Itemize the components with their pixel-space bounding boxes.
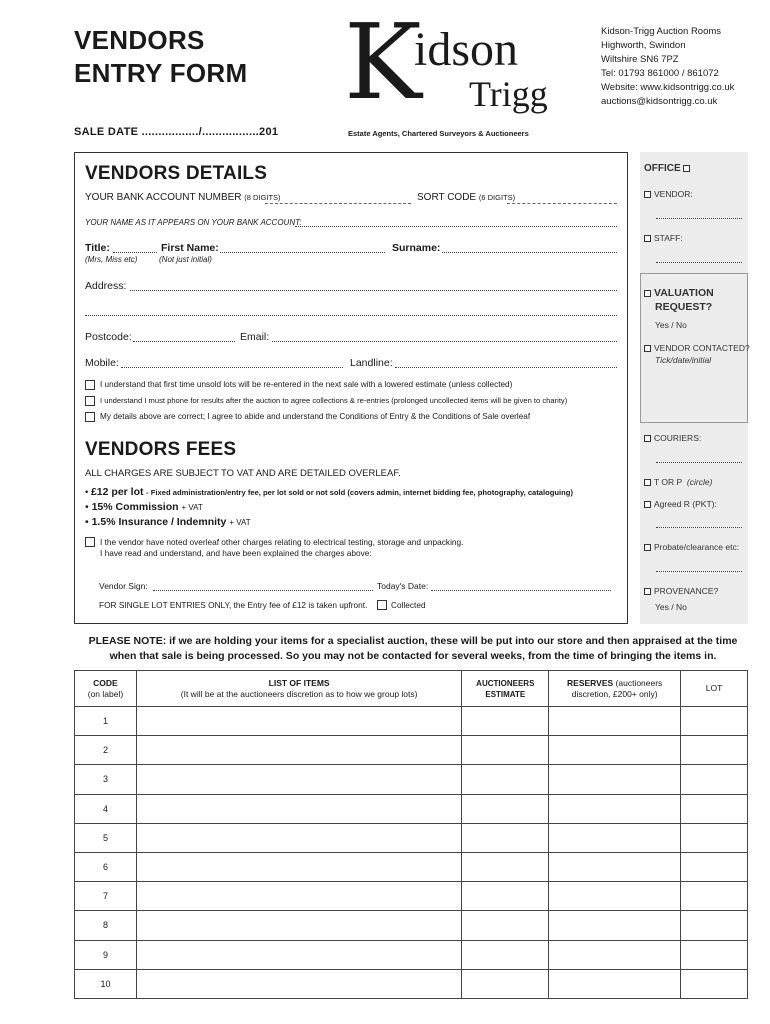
vendors-fees-heading: VENDORS FEES	[85, 439, 237, 460]
table-row	[75, 765, 748, 794]
logo-k: K	[344, 1, 422, 123]
row-reserve-cell[interactable]	[549, 882, 681, 911]
title-label: Title:	[85, 242, 110, 254]
row-item-cell[interactable]	[136, 852, 461, 881]
please-note: PLEASE NOTE: if we are holding your items for a specialist auction, these will be put into our store and then appraised at the time when that sale is being processed. So you may not be contacted for several weeks, from the time of bringing the items in.	[88, 635, 738, 662]
row-lot-cell[interactable]	[681, 736, 748, 765]
row-estimate-cell[interactable]	[462, 736, 549, 765]
logo-trigg: Trigg	[469, 74, 548, 114]
vendor-checkbox[interactable]	[644, 191, 651, 198]
bank-account-input[interactable]	[265, 203, 411, 204]
row-reserve-cell[interactable]	[549, 940, 681, 969]
row-reserve-cell[interactable]	[549, 707, 681, 736]
collected-label: Collected	[391, 600, 426, 610]
form-title: VENDORS ENTRY FORM	[74, 25, 248, 88]
row-lot-cell[interactable]	[681, 969, 748, 998]
table-row	[75, 969, 748, 998]
header-code: CODE (on label)	[75, 671, 137, 707]
tick-date-initial: Tick/date/initial	[655, 355, 712, 365]
postcode-input[interactable]	[133, 341, 235, 342]
vendor-contacted-checkbox[interactable]	[644, 345, 651, 352]
row-reserve-cell[interactable]	[549, 736, 681, 765]
check-label-correct: My details above are correct; I agree to abide and understand the Conditions of Entry & the Conditions of Sale overleaf	[100, 412, 531, 421]
checkbox-phone-results[interactable]	[85, 396, 95, 406]
row-lot-cell[interactable]	[681, 707, 748, 736]
row-item-cell[interactable]	[136, 765, 461, 794]
row-code: 1	[75, 707, 137, 736]
table-row	[75, 707, 748, 736]
surname-input[interactable]	[442, 252, 617, 253]
kidson-trigg-logo	[344, 1, 559, 126]
row-item-cell[interactable]	[136, 940, 461, 969]
row-estimate-cell[interactable]	[462, 882, 549, 911]
table-row	[75, 911, 748, 940]
row-item-cell[interactable]	[136, 736, 461, 765]
header-reserves: RESERVES (auctioneers discretion, £200+ only)	[549, 671, 681, 707]
valuation-request: VALUATION REQUEST?	[644, 286, 714, 314]
vendor-contacted: VENDOR CONTACTED?	[644, 343, 750, 353]
landline-label: Landline:	[350, 357, 393, 369]
landline-input[interactable]	[395, 367, 617, 368]
office-vendor: VENDOR:	[644, 189, 693, 199]
header-lot: LOT	[681, 671, 748, 707]
row-code: 3	[75, 765, 137, 794]
surname-label: Surname:	[392, 242, 441, 254]
row-estimate-cell[interactable]	[462, 940, 549, 969]
row-reserve-cell[interactable]	[549, 823, 681, 852]
row-reserve-cell[interactable]	[549, 852, 681, 881]
couriers-checkbox[interactable]	[644, 435, 651, 442]
postcode-label: Postcode:	[85, 331, 132, 343]
table-row	[75, 852, 748, 881]
row-reserve-cell[interactable]	[549, 794, 681, 823]
email-input[interactable]	[272, 341, 617, 342]
items-table	[74, 670, 748, 999]
office-agreed-r: Agreed R (PKT):	[644, 499, 717, 509]
row-estimate-cell[interactable]	[462, 911, 549, 940]
row-item-cell[interactable]	[136, 911, 461, 940]
row-lot-cell[interactable]	[681, 765, 748, 794]
row-estimate-cell[interactable]	[462, 852, 549, 881]
row-lot-cell[interactable]	[681, 940, 748, 969]
agreed-r-checkbox[interactable]	[644, 501, 651, 508]
provenance-checkbox[interactable]	[644, 588, 651, 595]
row-code: 10	[75, 969, 137, 998]
fee-admin: • £12 per lot - Fixed administration/entry fee, per lot sold or not sold (covers admin, internet bidding fee, photography, cataloguing)	[85, 486, 573, 498]
todays-date-input[interactable]	[431, 590, 611, 591]
office-couriers: COURIERS:	[644, 433, 701, 443]
account-name-label: YOUR NAME AS IT APPEARS ON YOUR BANK ACCOUNT:	[85, 218, 302, 227]
sort-code-input[interactable]	[507, 203, 617, 204]
office-checkbox[interactable]	[683, 165, 690, 172]
office-probate: Probate/clearance etc:	[644, 542, 739, 552]
row-code: 9	[75, 940, 137, 969]
row-code: 6	[75, 852, 137, 881]
fee-commission: • 15% Commission + VAT	[85, 501, 203, 513]
sort-code-label: SORT CODE (6 DIGITS)	[417, 192, 516, 203]
first-name-input[interactable]	[220, 252, 385, 253]
address-input-2[interactable]	[85, 315, 617, 316]
office-vendor-input[interactable]	[656, 218, 742, 219]
row-lot-cell[interactable]	[681, 852, 748, 881]
table-header-row	[75, 671, 748, 707]
table-row	[75, 794, 748, 823]
row-estimate-cell[interactable]	[462, 969, 549, 998]
mobile-input[interactable]	[121, 367, 343, 368]
single-lot-note: FOR SINGLE LOT ENTRIES ONLY, the Entry fee of £12 is taken upfront.	[99, 600, 368, 610]
row-estimate-cell[interactable]	[462, 765, 549, 794]
vendor-sign-label: Vendor Sign:	[99, 581, 148, 591]
header-estimate: AUCTIONEERS ESTIMATE	[462, 671, 549, 707]
checkbox-collected[interactable]	[377, 600, 387, 610]
probate-checkbox[interactable]	[644, 544, 651, 551]
row-code: 4	[75, 794, 137, 823]
row-item-cell[interactable]	[136, 823, 461, 852]
checkbox-unsold-reentry[interactable]	[85, 380, 95, 390]
row-estimate-cell[interactable]	[462, 707, 549, 736]
row-code: 7	[75, 882, 137, 911]
staff-checkbox[interactable]	[644, 235, 651, 242]
check-label-phone: I understand I must phone for results after the auction to agree collections & re-entries (prolonged uncollected items will be given to charity)	[100, 396, 568, 405]
email-label: Email:	[240, 331, 270, 343]
row-estimate-cell[interactable]	[462, 794, 549, 823]
row-item-cell[interactable]	[136, 969, 461, 998]
agreed-r-input[interactable]	[656, 527, 742, 528]
row-estimate-cell[interactable]	[462, 823, 549, 852]
table-row	[75, 736, 748, 765]
checkbox-details-correct[interactable]	[85, 412, 95, 422]
vendor-form-box	[74, 152, 628, 624]
row-item-cell[interactable]	[136, 707, 461, 736]
vendor-note: I the vendor have noted overleaf other charges relating to electrical testing, storage and unpacking. I have read and understand, and have been explained the charges above:	[100, 537, 464, 558]
row-item-cell[interactable]	[136, 882, 461, 911]
office-label: OFFICE	[644, 163, 693, 174]
table-row	[75, 940, 748, 969]
office-staff: STAFF:	[644, 233, 683, 243]
vendor-sign-input[interactable]	[153, 590, 373, 591]
account-name-input[interactable]	[295, 226, 617, 227]
office-t-or-p[interactable]: T OR P (circle)	[644, 477, 712, 487]
vendors-details-heading: VENDORS DETAILS	[85, 163, 268, 184]
todays-date-label: Today's Date:	[377, 581, 429, 591]
probate-input[interactable]	[656, 571, 742, 572]
valuation-checkbox[interactable]	[644, 290, 651, 297]
address-input-1[interactable]	[130, 290, 617, 291]
bank-account-label: YOUR BANK ACCOUNT NUMBER (8 DIGITS)	[85, 192, 281, 203]
row-item-cell[interactable]	[136, 794, 461, 823]
address-label: Address:	[85, 280, 127, 292]
row-code: 8	[75, 911, 137, 940]
row-lot-cell[interactable]	[681, 794, 748, 823]
vat-note: ALL CHARGES ARE SUBJECT TO VAT AND ARE DETAILED OVERLEAF.	[85, 468, 401, 479]
table-row	[75, 882, 748, 911]
row-code: 5	[75, 823, 137, 852]
table-row	[75, 823, 748, 852]
office-staff-input[interactable]	[656, 262, 742, 263]
row-lot-cell[interactable]	[681, 823, 748, 852]
check-label-unsold: I understand that first time unsold lots will be re-entered in the next sale with a lowered estimate (unless collected)	[100, 380, 513, 389]
first-name-label: First Name:	[161, 242, 219, 254]
office-provenance: PROVENANCE?	[644, 586, 718, 596]
title-hint: (Mrs, Miss etc)	[85, 255, 138, 264]
fee-insurance: • 1.5% Insurance / Indemnity + VAT	[85, 516, 251, 528]
t-or-p-checkbox[interactable]	[644, 479, 651, 486]
valuation-yes-no[interactable]: Yes / No	[655, 320, 687, 330]
row-reserve-cell[interactable]	[549, 911, 681, 940]
logo-tagline: Estate Agents, Chartered Surveyors & Auctioneers	[348, 129, 529, 138]
row-code: 2	[75, 736, 137, 765]
checkbox-vendor-noted[interactable]	[85, 537, 95, 547]
title-input[interactable]	[113, 252, 157, 253]
header-list-items: LIST OF ITEMS (It will be at the auctioneers discretion as to how we group lots)	[136, 671, 461, 707]
company-address: Kidson-Trigg Auction Rooms Highworth, Swindon Wiltshire SN6 7PZ Tel: 01793 861000 / 861072 Website: www.kidsontrigg.co.uk auctions@kidsontrigg.co.uk	[601, 26, 735, 107]
sale-date-field[interactable]: SALE DATE ................./.................201	[74, 126, 279, 138]
row-lot-cell[interactable]	[681, 882, 748, 911]
mobile-label: Mobile:	[85, 357, 119, 369]
provenance-yes-no[interactable]: Yes / No	[655, 602, 687, 612]
couriers-input[interactable]	[656, 462, 742, 463]
row-reserve-cell[interactable]	[549, 969, 681, 998]
row-lot-cell[interactable]	[681, 911, 748, 940]
logo-idson: idson	[414, 23, 519, 76]
first-name-hint: (Not just initial)	[159, 255, 212, 264]
row-reserve-cell[interactable]	[549, 765, 681, 794]
